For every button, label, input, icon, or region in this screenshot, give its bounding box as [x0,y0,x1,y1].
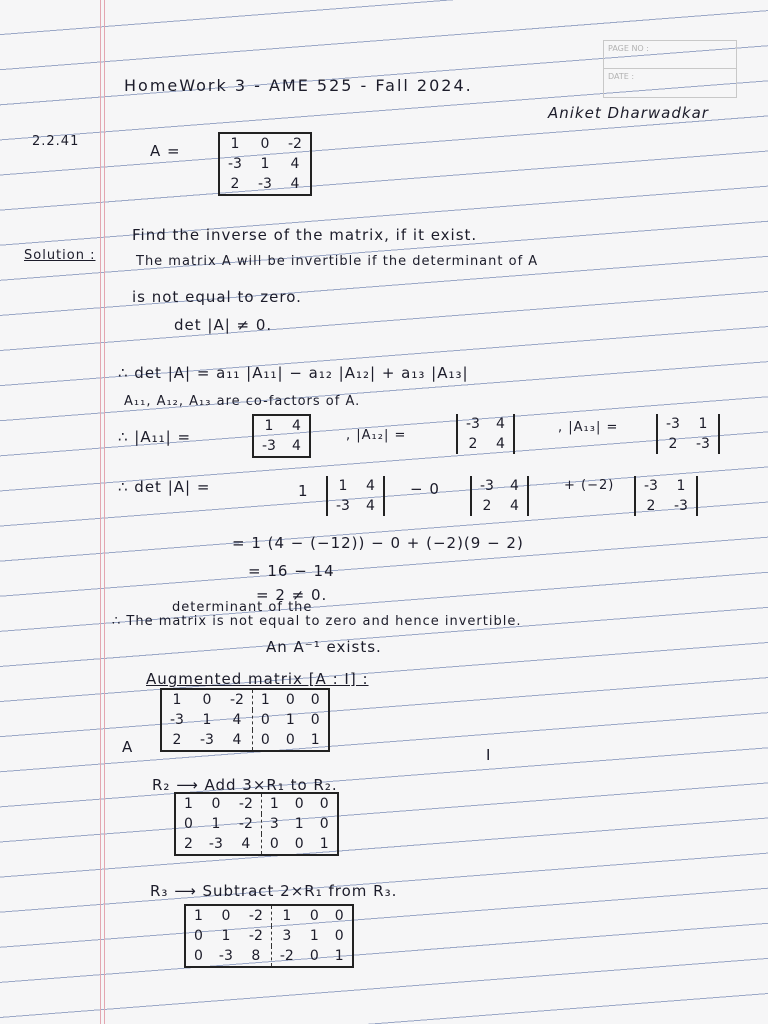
matrix-cell: 0 [202,692,212,708]
matrix-cell: 1 [334,948,344,964]
author-name: Aniket Dharwadkar [548,104,709,122]
solution-line: is not equal to zero. [132,288,302,306]
matrix-cell: -3 [466,416,480,432]
matrix-cell: -3 [257,176,272,192]
matrix-cell: 4 [509,498,519,514]
matrix-cell: 1 [172,692,182,708]
matrix-cell: -3 [666,416,680,432]
matrix-cell: 1 [264,418,274,434]
matrix-cell: 0 [194,948,203,964]
matrix-cell: 1 [194,908,203,924]
matrix-cell: -2 [271,946,301,967]
matrix-cell: 1 [202,712,212,728]
matrix-cell: -3 [480,478,494,494]
matrix-cell: 1 [260,156,270,172]
matrix-cell: 1 [271,905,301,926]
matrix-cell: -2 [248,908,263,924]
matrix-cell: -3 [644,478,658,494]
row-operation-r3: R₃ ⟶ Subtract 2×R₁ from R₃. [150,882,398,900]
matrix-cell: 4 [232,732,242,748]
det-minor-1 [326,476,385,516]
expansion-coefficient: 1 [298,482,309,500]
matrix-cell: 0 [184,816,193,832]
matrix-cell: 1 [221,928,231,944]
augmented-matrix-2 [174,792,339,856]
calculation-step: = 16 − 14 [248,562,335,580]
det-minor-3 [634,476,698,516]
matrix-cell: 0 [319,816,329,832]
matrix-cell: -3 [199,732,214,748]
matrix-cell: 0 [319,796,329,812]
matrix-cell: 0 [334,928,344,944]
det-expansion-label: ∴ det |A| = [118,478,211,496]
matrix-cell: 8 [251,948,261,964]
matrix-cell: 4 [365,498,375,514]
matrix-cell: 1 [309,928,319,944]
augmented-heading: Augmented matrix [A : I] : [146,670,369,688]
minor-a13-label: , |A₁₃| = [558,420,619,435]
matrix-cell: -3 [170,712,184,728]
matrix-cell: 4 [290,156,300,172]
matrix-cell: 4 [291,438,301,454]
matrix-a-body [218,132,312,196]
minor-a13 [656,414,720,454]
matrix-cell: 1 [319,836,329,852]
matrix-cell: 0 [334,908,344,924]
matrix-cell: 1 [698,416,708,432]
matrix-cell: 0 [260,136,270,152]
page-stamp [603,40,737,98]
matrix-cell: -2 [287,136,302,152]
problem-number: 2.2.41 [32,134,80,149]
minor-a12-label: , |A₁₂| = [346,428,407,443]
matrix-cell: 3 [261,814,286,834]
calculation-step: = 1 (4 − (−12)) − 0 + (−2)(9 − 2) [232,534,524,552]
expansion-term: + (−2) [564,478,615,493]
matrix-cell: 1 [338,478,348,494]
minor-a11 [252,414,311,458]
matrix-cell: 1 [230,136,240,152]
calculation-result: = 2 ≠ 0. [256,586,328,604]
matrix-cell: -3 [673,498,688,514]
inserted-note: determinant of the [172,600,313,615]
matrix-cell: 0 [285,732,295,748]
matrix-cell: -2 [229,692,244,708]
matrix-cell: 2 [468,436,478,452]
matrix-cell: 1 [676,478,686,494]
matrix-cell: 4 [232,712,242,728]
augmented-matrix-3 [184,904,354,968]
question-text: Find the inverse of the matrix, if it exist. [132,226,478,244]
matrix-cell: 1 [252,689,277,710]
matrix-cell: 1 [310,732,320,748]
matrix-cell: 2 [668,436,678,452]
matrix-cell: 0 [285,692,295,708]
matrix-cell: 4 [509,478,519,494]
matrix-cell: 2 [172,732,182,748]
inverse-exists-text: An A⁻¹ exists. [266,638,382,656]
matrix-a [218,132,312,196]
matrix-cell: 0 [294,836,304,852]
matrix-cell: 0 [252,710,277,730]
matrix-cell: -3 [208,836,223,852]
matrix-cell: 1 [285,712,295,728]
matrix-cell: 4 [291,418,301,434]
matrix-cell: 1 [261,793,286,814]
row-operation-r2: R₂ ⟶ Add 3×R₁ to R₂. [152,776,338,794]
det-minor-2 [470,476,529,516]
matrix-label-a: A [122,738,134,756]
cofactor-note: A₁₁, A₁₂, A₁₃ are co-factors of A. [124,394,361,409]
matrix-label: A = [150,142,181,160]
matrix-cell: 4 [495,436,505,452]
cofactor-expansion: ∴ det |A| = a₁₁ |A₁₁| − a₁₂ |A₁₂| + a₁₃ |A₁₃| [118,364,469,382]
matrix-cell: -3 [228,156,242,172]
matrix-cell: -2 [248,928,263,944]
matrix-cell: 2 [230,176,240,192]
matrix-cell: 4 [495,416,505,432]
minor-a11-label: ∴ |A₁₁| = [118,428,192,446]
matrix-cell: -3 [336,498,350,514]
augmented-matrix-1 [160,688,330,752]
matrix-cell: 0 [261,834,286,855]
matrix-cell: 0 [252,730,277,751]
matrix-cell: 2 [184,836,193,852]
margin-line [104,0,105,1024]
matrix-cell: 4 [365,478,375,494]
solution-label: Solution : [24,248,96,263]
matrix-cell: 0 [309,908,319,924]
matrix-cell: -3 [695,436,710,452]
page-title: HomeWork 3 - AME 525 - Fall 2024. [124,76,473,95]
matrix-cell: 2 [482,498,492,514]
matrix-cell: 3 [271,926,301,946]
matrix-cell: 0 [194,928,203,944]
page-no-field: PAGE NO : [608,44,649,53]
matrix-cell: 1 [211,816,221,832]
matrix-cell: 0 [294,796,304,812]
matrix-cell: 1 [184,796,193,812]
matrix-cell: -3 [262,438,276,454]
matrix-cell: -3 [218,948,233,964]
date-field: DATE : [604,68,736,96]
matrix-cell: 4 [241,836,251,852]
matrix-cell: 4 [290,176,300,192]
margin-line [100,0,101,1024]
conclusion-text: ∴ The matrix is not equal to zero and hence invertible. [112,614,522,629]
matrix-label-i: I [486,746,492,764]
determinant-condition: det |A| ≠ 0. [174,316,273,334]
minor-a12 [456,414,515,454]
matrix-cell: 2 [646,498,656,514]
expansion-term: − 0 [410,480,440,498]
matrix-cell: 1 [294,816,304,832]
solution-line: The matrix A will be invertible if the determinant of A [136,254,539,269]
matrix-cell: 0 [309,948,319,964]
matrix-cell: -2 [238,816,253,832]
matrix-cell: 0 [211,796,221,812]
matrix-cell: 0 [310,712,320,728]
matrix-cell: 0 [310,692,320,708]
matrix-cell: 0 [221,908,231,924]
matrix-cell: -2 [238,796,253,812]
